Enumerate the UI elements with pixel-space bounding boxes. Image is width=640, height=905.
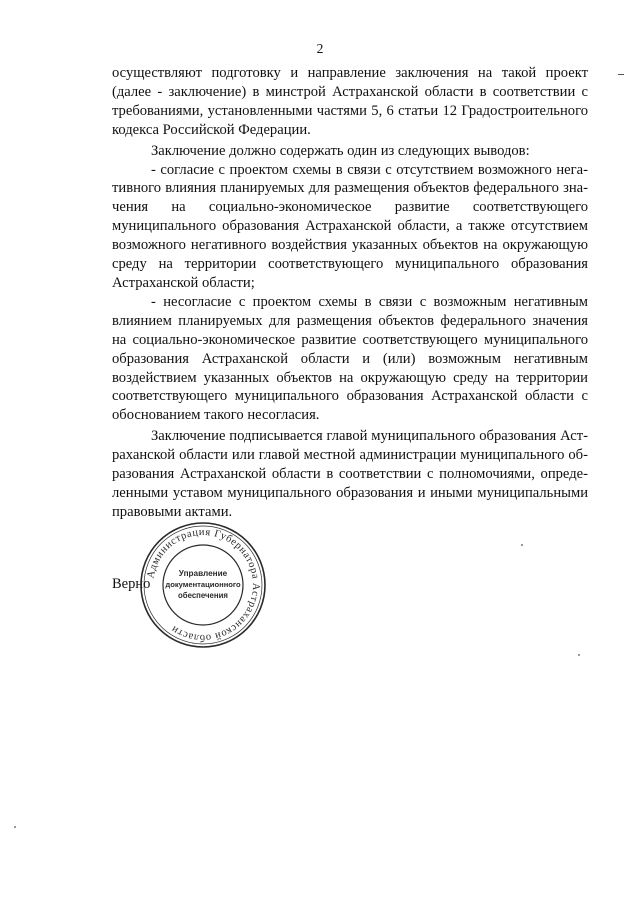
document-body bbox=[112, 64, 588, 522]
scan-speck bbox=[14, 826, 16, 828]
paragraph-4: - несогласие с проектом схемы в связи с возможным негативным влиянием планируемых для размещения объектов федерального значения на социально-экономическое развитие соответствующего муниципального образования Астраханской области и (или) возможным негативным воздействием указанных объектов на окружающую среду на территории соответствующего муниципального образования Астраханской области с обоснованием такого несогласия. bbox=[112, 293, 588, 424]
scan-speck bbox=[521, 544, 523, 546]
edge-mark bbox=[618, 74, 624, 75]
paragraph-5: Заключение подписывается главой муниципального образования Астраханской области или главой местной администрации муниципального образования Астраханской области в соответствии с полномочиями, определенными уставом муниципального образования и иными муниципальными правовыми актами. bbox=[112, 428, 588, 520]
svg-text:Управление: Управление bbox=[178, 569, 228, 578]
svg-text:обеспечения: обеспечения bbox=[178, 591, 228, 600]
scan-speck bbox=[578, 654, 580, 656]
paragraph-2: Заключение должно содержать один из следующих выводов: bbox=[151, 142, 530, 159]
official-seal bbox=[138, 520, 268, 650]
svg-text:Администрация Губернатора Астр: Администрация Губернатора Астраханской области bbox=[145, 526, 262, 644]
page-number: 2 bbox=[316, 41, 324, 56]
paragraph-3: - согласие с проектом схемы в связи с отсутствием возможного негативного влияния планируемых для размещения объектов федерального значения на социально-экономическое развитие соответствующего муниципального образования Астраханской области, а также отсутствием возможного негативного воздействия указанных объектов на окружающую среду на территории соответствующего муниципального образования Астраханской области; bbox=[112, 161, 588, 291]
svg-text:документационного: документационного bbox=[165, 580, 241, 589]
verno-label: Верно bbox=[112, 576, 151, 592]
paragraph-1: осуществляют подготовку и направление заключения на такой проект (далее - заключение) в минстрой Астраханской области в соответствии с требованиями, установленными частями 5, 6 статьи 12 Градостроительного кодекса Российской Федерации. bbox=[112, 65, 588, 138]
